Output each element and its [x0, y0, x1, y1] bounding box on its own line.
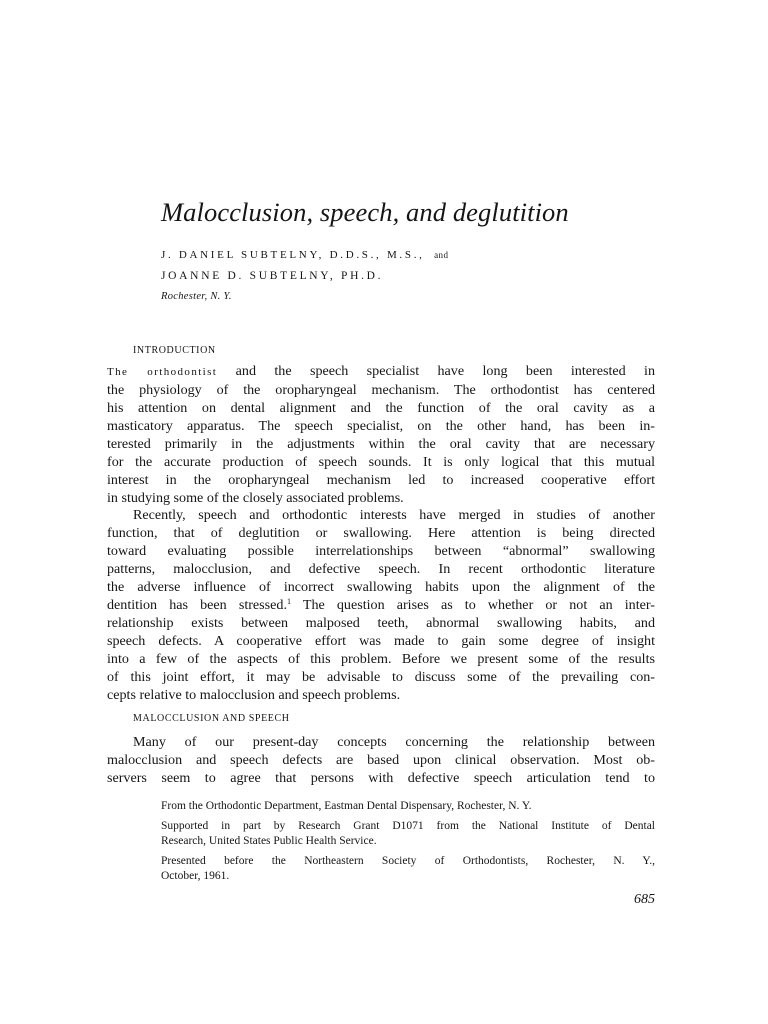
article-title: Malocclusion, speech, and deglutition — [161, 197, 569, 227]
footnote-line: Research, United States Public Health Service. — [161, 835, 377, 847]
paragraph-line: patterns, malocclusion, and defective speech. In recent orthodontic literature — [107, 561, 655, 577]
author-line-2 — [161, 270, 383, 282]
footnote-line: From the Orthodontic Department, Eastman Dental Dispensary, Rochester, N. Y. — [161, 800, 532, 812]
paragraph-line: the physiology of the oropharyngeal mechanism. The orthodontist has centered — [107, 382, 655, 398]
paper-page — [107, 0, 655, 1024]
footnote-support — [161, 819, 655, 849]
footnote-line: Presented before the Northeastern Society of Orthodontists, Rochester, N. Y., — [161, 855, 655, 867]
paragraph-line: toward evaluating possible interrelationships between “abnormal” swallowing — [107, 543, 655, 559]
footnote-reference: 1 — [286, 597, 291, 606]
paragraph-line: Many of our present-day concepts concerning the relationship between — [133, 734, 655, 750]
paragraph-line: cepts relative to malocclusion and speech problems. — [107, 687, 401, 703]
lead-word-small-caps: The orthodontist — [107, 366, 218, 378]
introduction-paragraph-2 — [107, 506, 655, 704]
author-conjunction: and — [434, 250, 449, 260]
malocclusion-paragraph-1 — [107, 733, 655, 787]
paragraph-line-text: and the speech specialist have long been interested in — [217, 363, 655, 379]
footnote-line: October, 1961. — [161, 870, 230, 882]
page-number: 685 — [634, 892, 655, 907]
paragraph-line: for the accurate production of speech sounds. It is only logical that this mutual — [107, 454, 655, 470]
footnotes — [161, 799, 655, 889]
paragraph-line-text: dentition has been stressed. — [107, 597, 287, 613]
author-affiliation: Rochester, N. Y. — [161, 291, 232, 302]
paragraph-line: in studying some of the closely associated problems. — [107, 490, 404, 506]
paragraph-line — [107, 596, 655, 614]
section-heading-malocclusion-and-speech: MALOCCLUSION AND SPEECH — [133, 713, 290, 724]
footnote-line: Supported in part by Research Grant D1071 from the National Institute of Dental — [161, 820, 655, 832]
introduction-paragraph-1 — [107, 362, 655, 507]
paragraph-line-text: The question arises as to whether or not an inter- — [290, 597, 655, 613]
paragraph-line: of this joint effort, it may be advisable to discuss some of the prevailing con- — [107, 669, 655, 685]
paragraph-line: function, that of deglutition or swallowing. Here attention is being directed — [107, 525, 655, 541]
footnote-department — [161, 799, 655, 814]
footnote-presented — [161, 854, 655, 884]
paragraph-line: interest in the oropharyngeal mechanism led to increased cooperative effort — [107, 472, 655, 488]
paragraph-line: the adverse influence of incorrect swallowing habits upon the alignment of the — [107, 579, 655, 595]
paragraph-line: malocclusion and speech defects are based upon clinical observation. Most ob- — [107, 752, 655, 768]
author-1-degrees: D.D.S., M.S., — [329, 249, 425, 261]
paragraph-line: Recently, speech and orthodontic interests have merged in studies of another — [133, 507, 655, 523]
paragraph-line: masticatory apparatus. The speech specialist, on the other hand, has been in- — [107, 418, 655, 434]
paragraph-line: servers seem to agree that persons with defective speech articulation tend to — [107, 770, 655, 786]
paragraph-line: his attention on dental alignment and the function of the oral cavity as a — [107, 400, 655, 416]
author-2-degrees: PH.D. — [340, 270, 384, 282]
paragraph-line: relationship exists between malposed teeth, abnormal swallowing habits, and — [107, 615, 655, 631]
author-line-1 — [161, 249, 449, 261]
paragraph-line: speech defects. A cooperative effort was made to gain some degree of insight — [107, 633, 655, 649]
section-heading-introduction: INTRODUCTION — [133, 345, 216, 356]
paragraph-line: into a few of the aspects of this problem. Before we present some of the results — [107, 651, 655, 667]
paragraph-line — [107, 362, 655, 381]
paragraph-line: terested primarily in the adjustments within the oral cavity that are necessary — [107, 436, 655, 452]
author-2-name: JOANNE D. SUBTELNY, — [161, 270, 336, 282]
author-1-name: J. DANIEL SUBTELNY, — [161, 249, 325, 261]
